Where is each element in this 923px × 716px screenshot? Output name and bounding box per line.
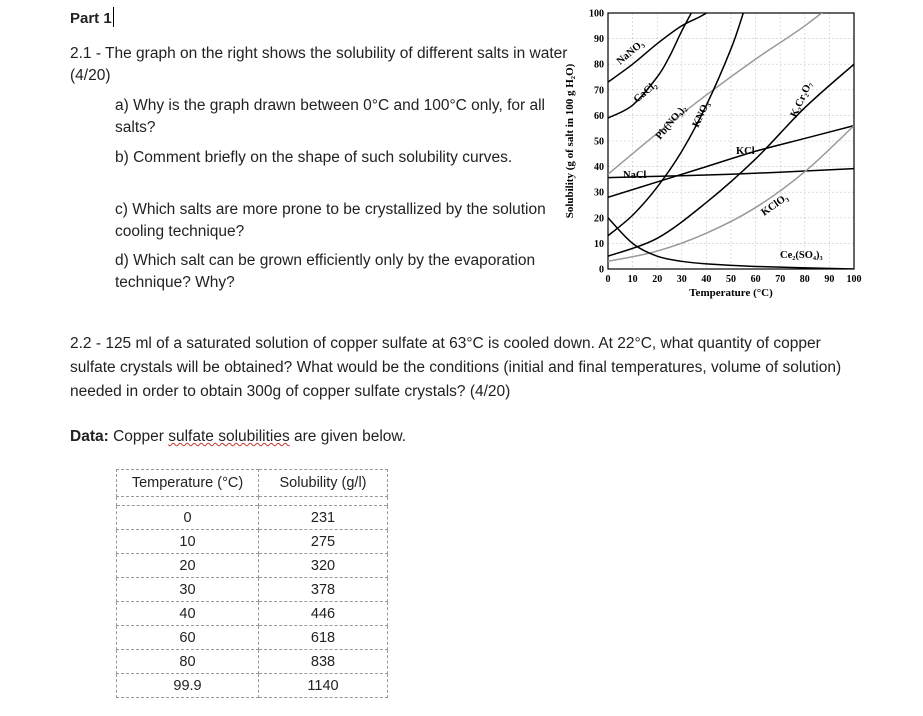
- data-label: Data:: [70, 428, 109, 445]
- table-spacer: [117, 497, 388, 506]
- table-cell: 99.9: [117, 674, 259, 698]
- x-tick-label: 80: [799, 274, 810, 285]
- y-tick-label: 30: [594, 187, 604, 199]
- question-2-1-title: 2.1 - The graph on the right shows the solubility of different salts in water (4/20): [70, 45, 568, 84]
- y-tick-label: 0: [599, 264, 604, 276]
- table-row: [117, 578, 388, 602]
- series-label: KCl: [736, 146, 755, 157]
- y-tick-label: 10: [594, 238, 604, 250]
- table-cell: 30: [117, 578, 259, 602]
- series-label: NaNO₃: [614, 38, 647, 68]
- table-row: [117, 506, 388, 530]
- series-line-0: [608, 0, 731, 82]
- data-text-post: are given below.: [289, 428, 407, 445]
- text-cursor: [113, 7, 114, 27]
- table-cell: 60: [117, 626, 259, 650]
- table-cell: 10: [117, 530, 259, 554]
- x-tick-label: 70: [775, 274, 786, 285]
- y-tick-label: 50: [594, 136, 604, 148]
- table-row: [117, 626, 388, 650]
- table-cell: 80: [117, 650, 259, 674]
- table-cell: 40: [117, 602, 259, 626]
- x-tick-label: 100: [846, 274, 862, 285]
- table-header-temperature: Temperature (°C): [117, 470, 259, 497]
- y-tick-label: 20: [594, 213, 604, 225]
- table-row: [117, 650, 388, 674]
- table-cell: 231: [259, 506, 388, 530]
- x-tick-label: 10: [627, 274, 638, 285]
- question-2-1-a: a) Why is the graph drawn between 0°C and 100°C only, for all salts?: [115, 97, 545, 136]
- table-cell: 838: [259, 650, 388, 674]
- table-row: [117, 674, 388, 698]
- y-axis-title: Solubility (g of salt in 100 g H₂O): [564, 63, 576, 219]
- table-cell: 446: [259, 602, 388, 626]
- table-row: [117, 602, 388, 626]
- table-header-solubility: Solubility (g/l): [259, 470, 388, 497]
- table-cell: 1140: [259, 674, 388, 698]
- table-cell: 275: [259, 530, 388, 554]
- series-label: K₂Cr₂O₇: [788, 80, 815, 120]
- table-row: [117, 554, 388, 578]
- table-cell: 320: [259, 554, 388, 578]
- x-tick-label: 90: [824, 274, 835, 285]
- data-text-pre: Copper: [108, 428, 169, 445]
- table-cell: 378: [259, 578, 388, 602]
- x-tick-label: 20: [652, 274, 663, 285]
- y-tick-label: 70: [594, 85, 604, 97]
- x-tick-label: 60: [750, 274, 761, 285]
- x-axis-title: Temperature (°C): [689, 287, 773, 299]
- series-label: Pb(NO₃)₂: [653, 103, 689, 142]
- part-label: Part 1: [70, 10, 112, 27]
- data-note: [70, 426, 406, 448]
- x-tick-label: 30: [676, 274, 687, 285]
- question-2-1-d: d) Which salt can be grown efficiently only by the evaporation technique? Why?: [115, 252, 536, 291]
- x-tick-label: 0: [605, 274, 611, 285]
- part-title: [70, 7, 114, 27]
- y-tick-label: 80: [594, 59, 604, 71]
- y-tick-label: 60: [594, 110, 604, 122]
- y-tick-label: 90: [594, 34, 604, 46]
- solubility-chart: [560, 0, 890, 310]
- table-row: [117, 530, 388, 554]
- data-text-underlined: sulfate solubilities: [168, 428, 290, 445]
- solubility-table: [116, 469, 388, 698]
- question-2-1-c: c) Which salts are more prone to be crystallized by the solution cooling technique?: [115, 201, 546, 240]
- series-label: KClO₃: [759, 192, 791, 219]
- table-cell: 0: [117, 506, 259, 530]
- table-cell: 618: [259, 626, 388, 650]
- series-label: NaCl: [623, 170, 647, 181]
- x-tick-label: 40: [701, 274, 712, 285]
- y-tick-label: 100: [589, 8, 604, 20]
- y-tick-label: 40: [594, 162, 604, 174]
- series-label: Ce₂(SO₄)₃: [780, 250, 823, 261]
- question-2-2: 2.2 - 125 ml of a saturated solution of copper sulfate at 63°C is cooled down. At 22°C, what quantity of copper sulfate crystals will be obtained? What would be the conditions (initial and final temperatures, volume of solution) needed in order to obtain 300g of copper sulfate crystals? (4/20): [70, 335, 842, 400]
- table-cell: 20: [117, 554, 259, 578]
- x-tick-label: 50: [726, 274, 736, 285]
- series-label: CaCl₂: [631, 79, 660, 106]
- table-header-row: [117, 470, 388, 497]
- series-label: KNO₃: [690, 100, 713, 130]
- question-2-1-b: b) Comment briefly on the shape of such solubility curves.: [115, 149, 513, 166]
